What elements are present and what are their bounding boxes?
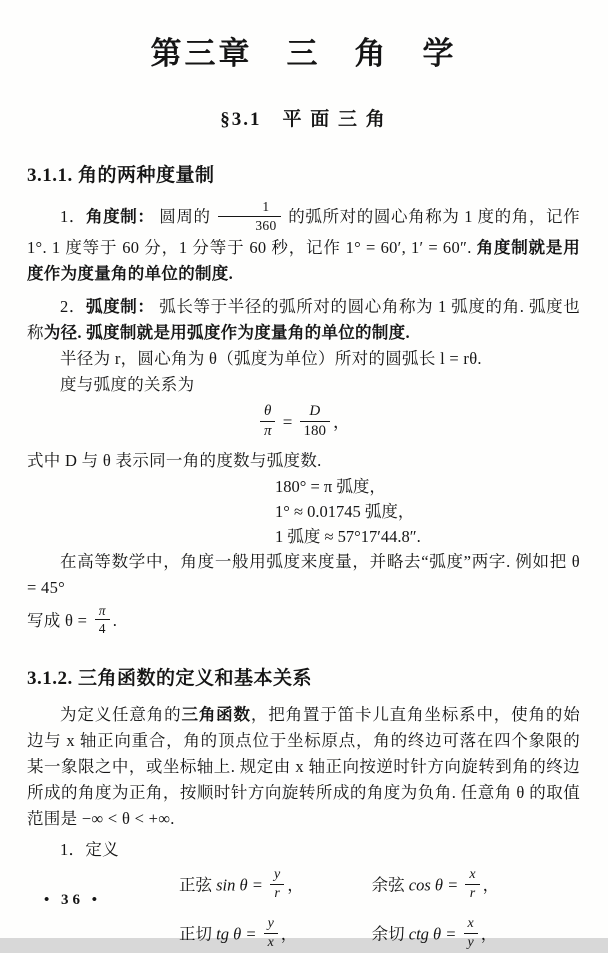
fraction-denominator: r [274, 885, 280, 901]
fraction-x-r [465, 867, 479, 902]
para-radian-emphasis: 为径. 弧度制就是用弧度作为度量角的单位的制度. [43, 323, 410, 343]
def-comma: ， [287, 874, 304, 894]
def-comma: ， [280, 924, 298, 944]
fraction-numerator: 1 [218, 199, 280, 217]
equation-line: 180° = π 弧度， [275, 476, 386, 496]
fraction-x-y [464, 916, 478, 951]
para-trig-text-a: 为定义任意角的 [60, 704, 182, 724]
para-trig-text-b: ，把角置于笛卡儿直角坐标系中，使角的始边与 x 轴正向重合，角的顶点位于坐标原点，角的终边可落在四个象限的某一象限之中，或坐标轴上. 规定由 x 轴正向按逆时针方向旋转到角的终边所成的角度为正角，按顺时针方向旋转所成的角度为负角. 任意角 θ 的取值范围是 −∞ < θ < +∞. [27, 704, 580, 828]
para-degree-lead: 1． [60, 206, 86, 226]
fraction-theta-pi [260, 403, 276, 441]
para-radian-lead: 2． [60, 297, 86, 317]
para-trig-definition [27, 702, 580, 832]
def-expression: cos θ = [408, 874, 459, 894]
fraction-numerator: θ [260, 403, 276, 422]
definition-sine [179, 866, 314, 904]
para-written-as-text: 写成 θ = [27, 610, 92, 630]
fraction-denominator: y [467, 934, 474, 950]
fraction-numerator: x [465, 867, 479, 885]
def-name: 余切 [371, 924, 405, 944]
def-name: 正弦 [179, 874, 212, 894]
equation-line: 1° ≈ 0.01745 弧度， [275, 501, 415, 521]
trig-definitions [179, 866, 509, 953]
def-expression: sin θ = [216, 874, 263, 894]
para-written-as-period: . [112, 610, 118, 630]
def-name: 余弦 [371, 874, 405, 894]
formula-comma: ， [333, 412, 351, 432]
term-trig-functions: 三角函数 [181, 704, 251, 724]
para-degree-text-b: 的弧所对的圆心角称为 1 度的角，记作 1°. 1 度等于 60 分，1 分等于 60 秒，记作 1° = 60′, 1′ = 60″. [27, 206, 580, 258]
para-relation-intro: 度与弧度的关系为 [60, 375, 195, 395]
equation-line: 1 弧度 ≈ 57°17′44.8″. [275, 526, 421, 546]
fraction-denominator: 360 [255, 217, 277, 233]
def-expression: ctg θ = [408, 924, 457, 944]
fraction-denominator: 4 [98, 621, 106, 637]
para-formula-note: 式中 D 与 θ 表示同一角的度数与弧度数. [27, 450, 322, 470]
equals-sign: = [282, 412, 293, 432]
para-radian-text: 弧长等于半径的弧所对的圆心角称为 1 弧度的角. 弧度也称 [27, 297, 580, 343]
fraction-numerator: D [300, 403, 331, 422]
para-degree-emphasis: 角度制就是用度作为度量角的单位的制度. [27, 238, 580, 284]
definition-cosine [371, 866, 509, 904]
def-comma: ， [482, 874, 500, 894]
term-radian-system: 弧度制： [86, 297, 155, 317]
def-name: 正切 [179, 924, 212, 944]
fraction-numerator: x [464, 916, 478, 934]
term-degree-system: 角度制： [86, 206, 155, 226]
para-radian-system [27, 294, 580, 346]
para-degree-system [27, 201, 580, 287]
para-degree-text-a: 圆周的 [159, 206, 211, 226]
fraction-y-r [270, 867, 284, 902]
fraction-denominator: 180 [303, 423, 327, 440]
heading-3-1-2: 3.1.2. 三角函数的定义和基本关系 [27, 667, 313, 689]
fraction-numerator: y [270, 867, 284, 885]
conversion-equations [275, 474, 580, 549]
def-expression: tg θ = [216, 924, 257, 944]
para-definition-label: 1．定义 [60, 839, 119, 859]
definition-tangent [179, 915, 314, 953]
para-higher-math: 在高等数学中，角度一般用弧度来度量，并略去“弧度”两字. 例如把 θ = 45° [27, 551, 580, 597]
fraction-numerator: π [95, 603, 110, 621]
para-arc-length: 半径为 r，圆心角为 θ（弧度为单位）所对的圆弧长 l = rθ. [60, 349, 482, 369]
fraction-denominator: π [263, 423, 272, 440]
fraction-y-x [264, 916, 278, 951]
fraction-denominator: r [469, 885, 476, 901]
fraction-numerator: y [264, 916, 278, 934]
section-title: §3.1 平 面 三 角 [220, 109, 387, 130]
def-comma: ， [480, 924, 498, 944]
fraction-1-360 [218, 199, 280, 233]
para-written-as [27, 602, 580, 639]
fraction-pi-4 [95, 603, 110, 637]
heading-3-1-1: 3.1.1. 角的两种度量制 [27, 165, 215, 186]
chapter-title: 第三章 三 角 学 [150, 36, 457, 71]
page-number: • 36 • [44, 892, 102, 908]
definition-cotangent [371, 915, 509, 953]
fraction-denominator: x [267, 934, 274, 950]
fraction-D-180 [300, 403, 331, 441]
display-formula-degree-radian [27, 405, 580, 443]
